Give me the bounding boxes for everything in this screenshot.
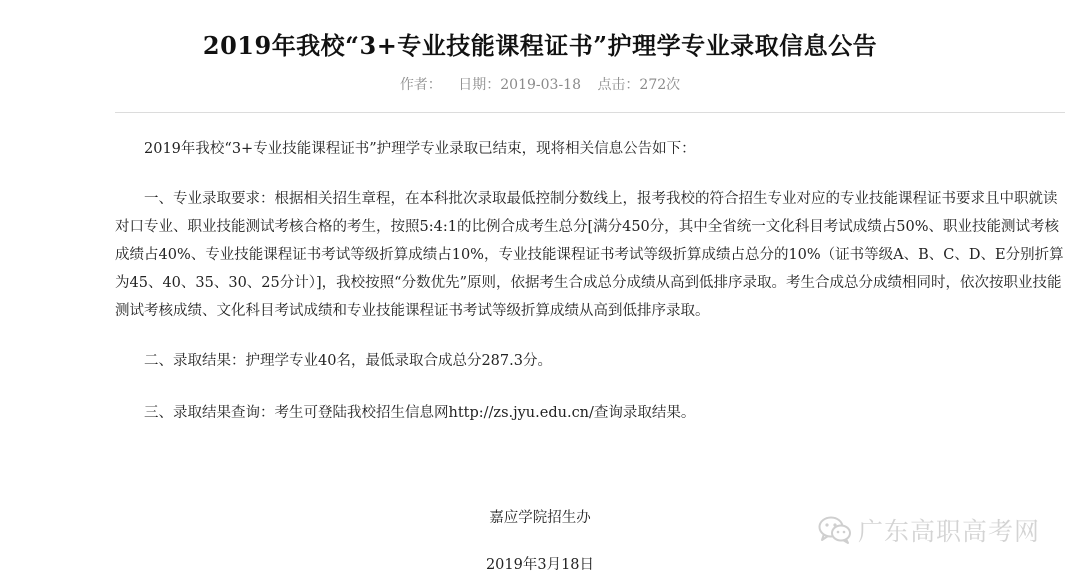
watermark-text: 广东高职高考网 <box>858 517 1041 546</box>
meta-date: 日期：2019-03-18 <box>458 77 581 93</box>
article-meta <box>0 74 1080 94</box>
results-paragraph: 二、录取结果：护理学专业40名，最低录取合成总分287.3分。 <box>144 353 552 369</box>
meta-views: 点击：272次 <box>597 77 681 93</box>
page-title: 2019年我校“3+专业技能课程证书”护理学专业录取信息公告 <box>202 31 878 60</box>
intro-paragraph: 2019年我校“3+专业技能课程证书”护理学专业录取已结束，现将相关信息公告如下： <box>144 141 696 157</box>
requirements-paragraph: 一、专业录取要求：根据相关招生章程，在本科批次录取最低控制分数线上，报考我校的符合招生专业对应的专业技能课程证书要求且中职就读对口专业、职业技能测试考核合格的考生，按照5:4:1的比例合成考生总分[满分450分，其中全省统一文化科目考试成绩占50%、职业技能测试考核成绩占40%、专业技能课程证书考试等级折算成绩占10%，专业技能课程证书考试等级折算成绩占总分的10%（证书等级A、B、C、D、E分别折算为45、40、35、30、25分计）]，我校按照“分数优先”原则，依据考生合成总分成绩从高到低排序录取。考生合成总分成绩相同时，依次按职业技能测试考核成绩、文化科目考试成绩和专业技能课程证书考试等级折算成绩从高到低排序录取。 <box>115 191 1064 319</box>
signature-date: 2019年3月18日 <box>485 557 595 573</box>
query-paragraph: 三、录取结果查询：考生可登陆我校招生信息网http://zs.jyu.edu.cn/查询录取结果。 <box>144 405 696 421</box>
article-body <box>115 135 1065 427</box>
watermark <box>818 510 1040 550</box>
wechat-icon <box>818 515 852 545</box>
meta-author: 作者： <box>399 77 442 93</box>
title-divider <box>115 112 1065 113</box>
signature: 嘉应学院招生办 <box>489 510 591 526</box>
